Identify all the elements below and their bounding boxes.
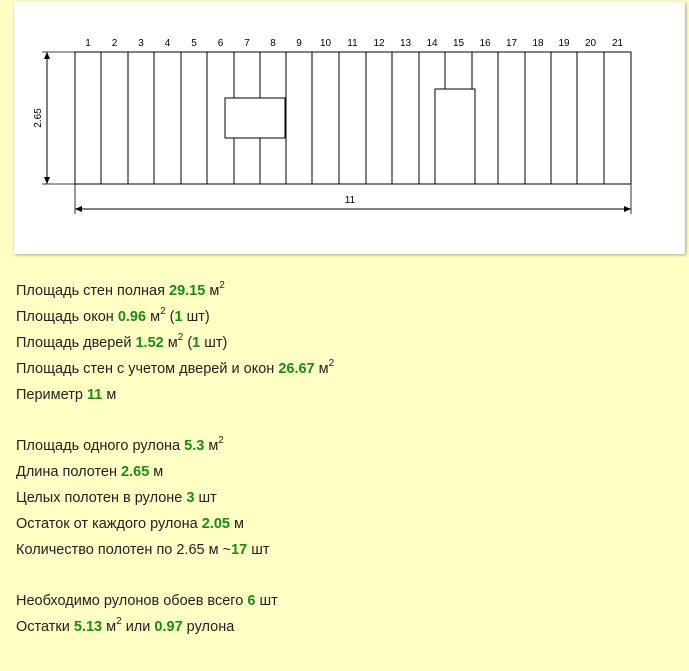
roll-area-label: Площадь одного рулона [16, 438, 181, 454]
calculation-results [16, 278, 334, 640]
net-area-line [16, 356, 334, 382]
strip-number: 13 [399, 38, 412, 49]
height-label: 2.65 [33, 108, 44, 128]
window-count-prefix: ( [169, 309, 175, 325]
leftovers-rolls-unit: рулона [186, 619, 235, 635]
door-area-unit: м [167, 335, 178, 351]
wall-area-value: 29.15 [169, 283, 206, 299]
width-label: 11 [344, 195, 356, 206]
window-area-line [16, 304, 334, 330]
strip-length-line [16, 459, 334, 485]
width-arrow-right [624, 206, 631, 212]
strip-number: 14 [426, 38, 438, 49]
rolls-needed-label: Необходимо рулонов обоев всего [16, 593, 244, 609]
door-area-label: Площадь дверей [16, 335, 132, 351]
strip-number: 11 [347, 38, 358, 49]
strips-per-roll-unit: шт [198, 490, 217, 506]
net-area-unit-sup: 2 [328, 358, 335, 370]
strip-number: 10 [319, 38, 332, 49]
wall-area-label: Площадь стен полная [16, 283, 165, 299]
strips-per-roll-value: 3 [186, 490, 195, 506]
strip-number: 9 [296, 38, 302, 49]
strip-number: 18 [532, 38, 544, 49]
roll-area-value: 5.3 [184, 438, 205, 454]
roll-area-unit: м [208, 438, 219, 454]
window-area-unit: м [150, 309, 161, 325]
width-arrow-left [75, 206, 82, 212]
strip-number: 2 [111, 38, 118, 49]
strip-number: 1 [85, 38, 91, 49]
roll-remainder-label: Остаток от каждого рулона [16, 516, 198, 532]
strip-length-unit: м [153, 464, 164, 480]
leftovers-mid: или [125, 619, 151, 635]
strip-length-value: 2.65 [121, 464, 150, 480]
strip-number: 12 [373, 38, 385, 49]
window-area-unit-sup: 2 [160, 306, 166, 318]
leftovers-unit: м [106, 619, 117, 635]
door-count-prefix: ( [187, 335, 193, 351]
door-rect [435, 89, 475, 184]
roll-area-unit-sup: 2 [218, 435, 224, 447]
leftovers-unit-sup: 2 [116, 616, 122, 628]
strips-per-roll-label: Целых полотен в рулоне [16, 490, 183, 506]
rolls-needed-unit: шт [259, 593, 278, 609]
window-count-suffix: шт) [186, 309, 210, 325]
wall-area-line [16, 278, 334, 304]
door-area-line [16, 330, 334, 356]
strip-count-unit: шт [251, 542, 270, 558]
door-area-unit-sup: 2 [177, 332, 184, 344]
section-spacer [16, 408, 334, 433]
strip-number: 5 [191, 38, 197, 49]
wall-area-unit-sup: 2 [219, 280, 225, 292]
strip-number: 6 [217, 38, 224, 49]
wall-diagram [14, 2, 685, 254]
strip-length-label: Длина полотен [16, 464, 117, 480]
perimeter-unit: м [106, 387, 117, 403]
strip-number: 20 [584, 38, 597, 49]
strip-count-label: Количество полотен по 2.65 м ~ [16, 542, 232, 558]
roll-remainder-value: 2.05 [201, 516, 230, 532]
strip-count-value: 17 [231, 542, 248, 558]
strip-number: 21 [611, 38, 624, 49]
window-area-value: 0.96 [117, 309, 147, 325]
leftovers-value: 5.13 [73, 619, 103, 635]
rolls-needed-value: 6 [247, 593, 256, 609]
net-area-unit: м [318, 361, 329, 377]
strip-number: 8 [270, 38, 276, 49]
perimeter-line [16, 382, 334, 408]
height-arrow-top [44, 52, 50, 59]
perimeter-value: 11 [86, 387, 103, 403]
net-area-value: 26.67 [278, 361, 315, 377]
wall-diagram-panel [14, 2, 685, 254]
leftovers-line [16, 614, 334, 640]
height-arrow-bottom [44, 177, 50, 184]
perimeter-label: Периметр [16, 387, 83, 403]
strip-number: 15 [452, 38, 465, 49]
strip-number: 4 [164, 38, 171, 49]
wall-area-unit: м [209, 283, 220, 299]
strips-per-roll-line [16, 485, 334, 511]
leftovers-label: Остатки [16, 619, 70, 635]
window-count-value: 1 [174, 309, 183, 325]
section-spacer [16, 563, 334, 588]
leftovers-rolls-value: 0.97 [154, 619, 183, 635]
door-count-suffix: шт) [204, 335, 228, 351]
wall-outline [75, 52, 631, 184]
rolls-needed-line [16, 588, 334, 614]
roll-remainder-line [16, 511, 334, 537]
strip-number: 3 [138, 38, 144, 49]
roll-area-line [16, 433, 334, 459]
strip-number: 16 [479, 38, 491, 49]
roll-remainder-unit: м [234, 516, 244, 532]
strip-number: 7 [244, 38, 250, 49]
door-count-value: 1 [192, 335, 201, 351]
window-rect [225, 98, 285, 138]
strip-number: 17 [505, 38, 518, 49]
window-area-label: Площадь окон [16, 309, 114, 325]
strip-count-line [16, 537, 334, 563]
strip-number: 19 [558, 38, 570, 49]
door-area-value: 1.52 [135, 335, 164, 351]
net-area-label: Площадь стен с учетом дверей и окон [16, 361, 275, 377]
